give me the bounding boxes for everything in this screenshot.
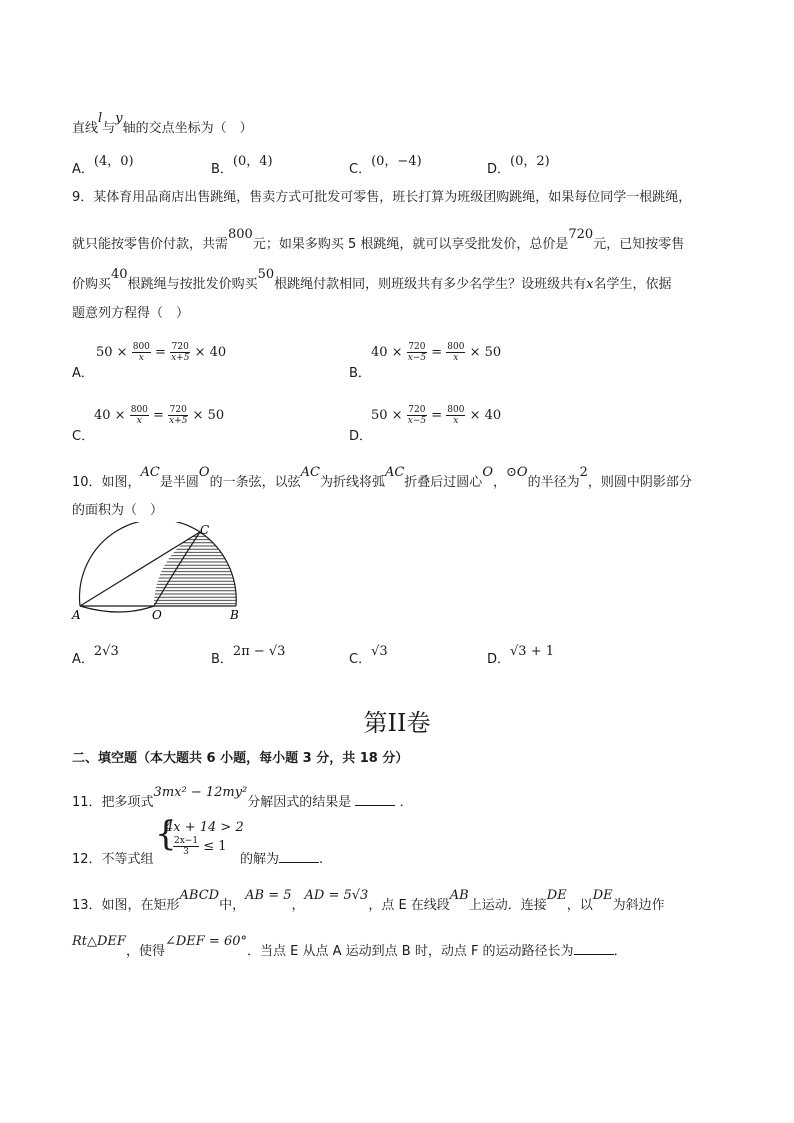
fraction	[446, 342, 465, 363]
option-letter: C．	[72, 429, 95, 444]
q9-line3-b: 根跳绳与按批发价购买	[127, 277, 258, 292]
label-c: C	[200, 523, 210, 537]
option-letter: A．	[72, 162, 94, 177]
q9-line2	[72, 227, 685, 252]
q9-line1: 9．某体育用品商店出售跳绳，售卖方式可批发可零售，班长打算为班级团购跳绳，如果每位同学一根跳绳，	[72, 190, 692, 205]
eq-left: 50 ×	[371, 408, 403, 423]
label-o: O	[152, 608, 162, 622]
q10-f: ，	[492, 475, 506, 490]
option-equation	[96, 342, 226, 363]
option-value: √3	[371, 644, 388, 659]
q8-option-c	[349, 154, 422, 177]
q10-a: 10．如图，	[72, 475, 141, 490]
option-letter: D．	[487, 162, 511, 177]
q10-circle-o: ⊙O	[506, 465, 528, 480]
q11	[72, 785, 413, 810]
option-value: √3 + 1	[510, 644, 554, 659]
label-a: A	[72, 608, 81, 622]
q12-a: 12．不等式组	[72, 852, 154, 867]
fraction	[170, 342, 190, 363]
eq-right: × 50	[192, 408, 225, 423]
q11-c: ．	[399, 795, 413, 810]
q9-num-720: 720	[568, 227, 594, 242]
q11-answer-blank[interactable]	[355, 793, 395, 806]
fraction	[446, 405, 465, 426]
q8-option-a	[72, 154, 134, 177]
q13-ab: AB	[449, 888, 469, 903]
fraction	[407, 405, 427, 426]
q9-num-40: 40	[111, 267, 128, 282]
q13-line1	[72, 888, 665, 913]
q13-rt-triangle: Rt△DEF	[72, 934, 126, 949]
q8-stem-pre: 直线	[72, 121, 99, 136]
option-value: (0，4)	[232, 154, 273, 169]
q13-d: ，点 E 在线段	[368, 898, 450, 913]
option-value: 2π − √3	[232, 644, 286, 659]
q8-with: 与	[102, 121, 116, 136]
option-letter: C．	[349, 652, 372, 667]
q10-radius: 2	[579, 465, 588, 480]
numerator: 720	[408, 342, 426, 352]
q8-option-b	[211, 154, 273, 177]
eq-left: 40 ×	[371, 345, 403, 360]
q13-line2	[72, 934, 627, 959]
option-value: (4，0)	[93, 154, 134, 169]
q9-line3-a: 价购买	[72, 277, 112, 292]
fraction	[168, 405, 188, 426]
eq-left: 50 ×	[96, 345, 128, 360]
q13-j: ．	[613, 944, 627, 959]
q9-line2-b: 元；如果多购买 5 根跳绳，就可以享受批发价，总价是	[252, 237, 569, 252]
q13-de: DE	[546, 888, 567, 903]
q13-h: ，使得	[125, 944, 165, 959]
q10-o-2: O	[482, 465, 493, 480]
q13-de-2: DE	[592, 888, 613, 903]
q12	[72, 848, 154, 867]
denominator: x	[138, 353, 144, 363]
q10-ac-3: AC	[384, 465, 405, 480]
eq-sign: =	[153, 408, 164, 423]
eq-right: × 40	[194, 345, 227, 360]
q10-ac: AC	[140, 465, 160, 480]
relation: ≤ 1	[203, 839, 227, 854]
option-equation	[94, 405, 224, 426]
q10-option-b	[211, 644, 286, 667]
brace-icon: {	[155, 814, 177, 854]
q13-a: 13．如图，在矩形	[72, 898, 180, 913]
q10-o: O	[198, 465, 210, 480]
q13-angle: ∠DEF = 60°	[164, 934, 247, 949]
q10-option-a	[72, 644, 119, 667]
eq-right: × 40	[469, 408, 502, 423]
option-value: 2√3	[93, 644, 119, 659]
q10-c: 的一条弦，以弦	[209, 475, 301, 490]
q10-e: 折叠后过圆心	[404, 475, 483, 490]
eq-sign: =	[431, 408, 443, 423]
numerator: 720	[408, 405, 426, 415]
q9-var-x: x	[586, 277, 594, 292]
option-letter: D．	[349, 429, 373, 444]
denominator: x	[453, 416, 459, 426]
q13-b: 中，	[219, 898, 246, 913]
numerator: 800	[447, 405, 465, 415]
q8-stem-post: 轴的交点坐标为（ ）	[122, 121, 253, 136]
q13-f: ，以	[566, 898, 593, 913]
q10-b: 是半圆	[159, 475, 199, 490]
q12-c: .	[319, 852, 324, 867]
denominator: x−5	[407, 416, 427, 426]
q10-line2: 的面积为（ ）	[72, 503, 164, 518]
q13-g: 为斜边作	[612, 898, 665, 913]
numerator: 720	[169, 405, 187, 415]
q10-g: 的半径为	[527, 475, 580, 490]
q8-var-l: l	[98, 111, 103, 126]
q10-line1	[72, 465, 692, 490]
q11-expression: 3mx² − 12my²	[153, 785, 248, 800]
denominator: x−5	[407, 353, 427, 363]
q9-line3	[72, 267, 672, 292]
option-value: (0，2)	[510, 154, 550, 169]
option-letter: D．	[487, 652, 511, 667]
q8-var-y: y	[115, 111, 123, 126]
q12-b: 的解为	[240, 852, 280, 867]
q11-b: 分解因式的结果是	[247, 795, 352, 810]
q10-figure	[70, 522, 250, 622]
denominator: x	[453, 353, 459, 363]
fraction	[130, 405, 149, 426]
numerator: 800	[132, 342, 150, 352]
part2-title: 第II卷	[363, 709, 431, 737]
q9-num-800: 800	[228, 227, 253, 242]
option-equation	[371, 405, 501, 426]
denominator: x+5	[171, 353, 190, 363]
q9-line3-d: 名学生，依据	[593, 277, 672, 292]
denominator: x	[136, 416, 142, 426]
eq-sign: =	[431, 345, 443, 360]
q8-stem	[72, 111, 253, 136]
q13-i: ．当点 E 从点 A 运动到点 B 时，动点 F 的运动路径长为	[247, 944, 574, 959]
q11-a: 11．把多项式	[72, 795, 154, 810]
q10-option-d	[487, 644, 554, 667]
denominator: x+5	[169, 416, 188, 426]
q9-line2-c: 元，已知按零售	[593, 237, 685, 252]
q13-c: ，	[291, 898, 305, 913]
q10-d: 为折线将弧	[319, 475, 385, 490]
eq-left: 40 ×	[94, 408, 126, 423]
q12-ineq1: 4x + 14 > 2	[165, 820, 244, 835]
eq-sign: =	[155, 345, 166, 360]
numerator: 800	[130, 405, 148, 415]
q9-line4: 题意列方程得（ ）	[72, 306, 190, 321]
option-letter: B．	[349, 366, 371, 381]
q9-num-50: 50	[257, 267, 275, 282]
fraction	[407, 342, 427, 363]
numerator: 800	[447, 342, 465, 352]
numerator: 2x−1	[174, 836, 199, 846]
option-value: (0，−4)	[371, 154, 422, 169]
q13-abcd: ABCD	[179, 888, 220, 903]
q10-option-c	[349, 644, 388, 667]
option-equation	[371, 342, 501, 363]
q9-line2-a: 就只能按零售价付款，共需	[72, 237, 229, 252]
q13-answer-blank[interactable]	[574, 942, 614, 955]
option-letter: A．	[72, 366, 94, 381]
numerator: 720	[171, 342, 189, 352]
q12-ineq2	[173, 836, 227, 857]
eq-right: × 50	[469, 345, 502, 360]
q10-ac-2: AC	[300, 465, 320, 480]
q9-line3-c: 根跳绳付款相同，则班级共有多少名学生？设班级共有	[274, 277, 587, 292]
option-letter: C．	[349, 162, 372, 177]
denominator: 3	[183, 847, 189, 857]
q13-ab-eq: AB = 5	[245, 888, 292, 903]
q12-answer-blank[interactable]	[279, 850, 319, 863]
option-letter: B．	[211, 652, 233, 667]
fraction	[173, 836, 199, 857]
section-heading: 二、填空题（本大题共 6 小题，每小题 3 分，共 18 分）	[72, 751, 409, 766]
q13-e: 上运动．连接	[468, 898, 547, 913]
q12-tail	[240, 848, 323, 867]
label-b: B	[230, 608, 239, 622]
option-letter: B．	[211, 162, 233, 177]
fraction	[132, 342, 151, 363]
option-letter: A．	[72, 652, 94, 667]
q8-option-d	[487, 154, 550, 177]
q13-ad-eq: AD = 5√3	[304, 888, 369, 903]
q10-h: ，则圆中阴影部分	[587, 475, 692, 490]
